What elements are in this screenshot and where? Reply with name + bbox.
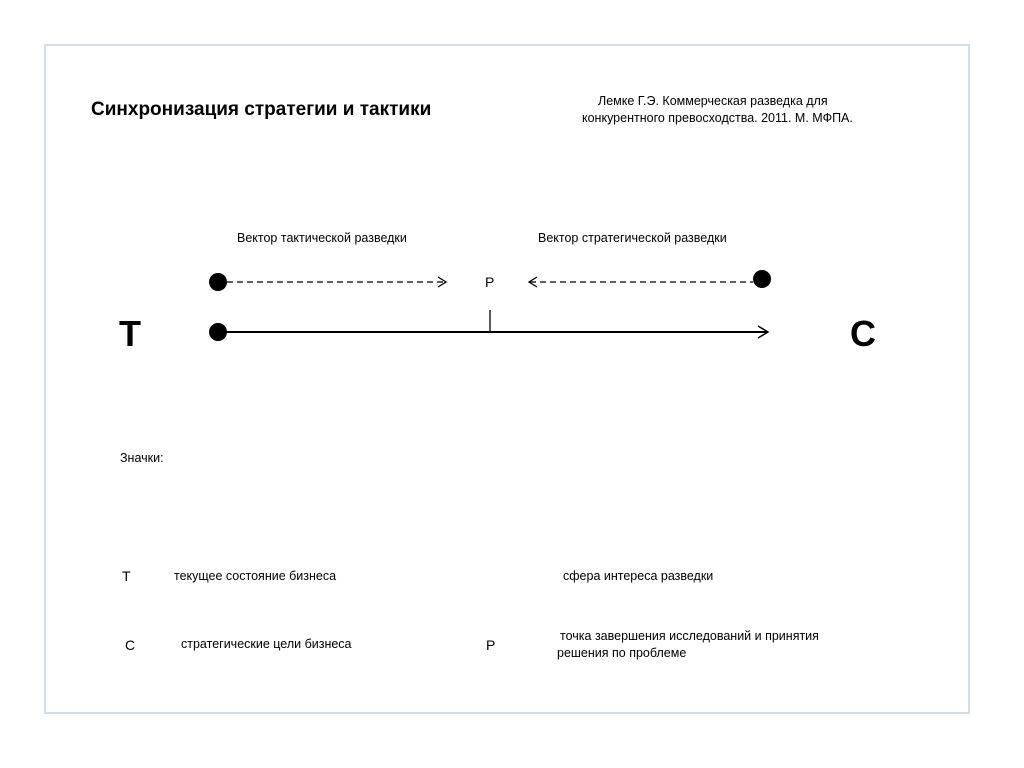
main-axis-start-dot: [209, 323, 227, 341]
legend-text-c: стратегические цели бизнеса: [181, 637, 352, 651]
legend-text-p-line1: точка завершения исследований и принятия: [560, 629, 819, 643]
legend-text-p-line2: решения по проблеме: [557, 646, 687, 660]
slide-title: Синхронизация стратегии и тактики: [91, 99, 432, 120]
tactical-start-dot: [209, 273, 227, 291]
legend-symbol-c: С: [125, 637, 136, 653]
source-citation-line1: Лемке Г.Э. Коммерческая разведка для: [598, 94, 828, 108]
source-citation-line2: конкурентного превосходства. 2011. М. МФПА.: [582, 111, 853, 125]
legend-heading: Значки:: [120, 451, 164, 465]
legend-text-t: текущее состояние бизнеса: [174, 569, 337, 583]
end-c-label: С: [850, 313, 876, 354]
point-p-label: Р: [485, 274, 495, 290]
legend-symbol-p: Р: [486, 637, 496, 653]
tactical-vector-label: Вектор тактической разведки: [237, 231, 407, 245]
legend-text-sphere: сфера интереса разведки: [563, 569, 714, 583]
start-t-label: Т: [119, 313, 141, 354]
legend-symbol-t: Т: [122, 568, 131, 584]
strategic-start-dot: [753, 270, 771, 288]
strategic-vector-label: Вектор стратегической разведки: [538, 231, 727, 245]
